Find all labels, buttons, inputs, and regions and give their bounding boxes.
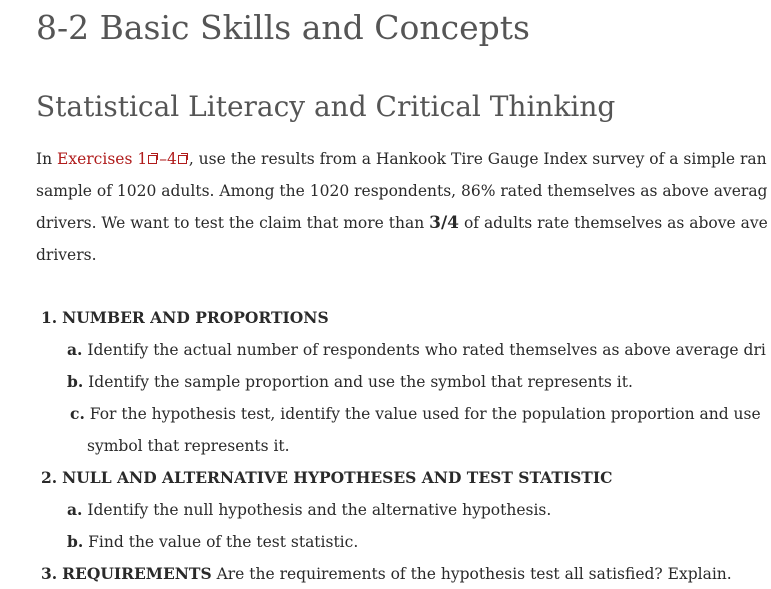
- subsection-title: Statistical Literacy and Critical Thinking: [36, 90, 616, 123]
- part-text: Identify the actual number of respondents who rated themselves as above average dri: [87, 341, 766, 359]
- exercise-2b: [67, 526, 358, 558]
- intro-paragraph: [36, 143, 771, 271]
- exercises-link-start[interactable]: Exercises 1: [57, 150, 148, 168]
- part-letter: b.: [67, 372, 84, 391]
- external-link-icon[interactable]: [148, 153, 158, 163]
- part-letter: a.: [67, 500, 83, 519]
- exercise-number: 3.: [41, 564, 58, 583]
- intro-text-3a: drivers. We want to test the claim that more than: [36, 214, 430, 232]
- intro-text-2: sample of 1020 adults. Among the 1020 respondents, 86% rated themselves as above averag: [36, 182, 768, 200]
- part-text: Identify the null hypothesis and the alternative hypothesis.: [87, 501, 552, 519]
- exercise-2-heading: [41, 462, 612, 494]
- part-text: For the hypothesis test, identify the value used for the population proportion and use: [89, 405, 761, 423]
- part-text: Identify the sample proportion and use the symbol that represents it.: [88, 373, 633, 391]
- exercise-text: Are the requirements of the hypothesis test all satisfied? Explain.: [211, 565, 732, 583]
- exercise-3: [41, 558, 732, 589]
- exercise-1b: [67, 366, 633, 398]
- intro-line-1: [36, 143, 771, 175]
- part-letter: c.: [70, 404, 85, 423]
- section-title: 8-2 Basic Skills and Concepts: [36, 8, 530, 47]
- intro-text-4: drivers.: [36, 246, 97, 264]
- exercise-title: NULL AND ALTERNATIVE HYPOTHESES AND TEST STATISTIC: [62, 468, 613, 487]
- part-letter: a.: [67, 340, 83, 359]
- intro-line-4: [36, 239, 771, 271]
- exercise-number: 2.: [41, 468, 58, 487]
- exercise-1-heading: [41, 302, 329, 334]
- intro-line-2: [36, 175, 771, 207]
- part-text: symbol that represents it.: [87, 437, 290, 455]
- exercise-1a: [67, 334, 766, 366]
- intro-prefix: In: [36, 150, 58, 168]
- exercise-title: REQUIREMENTS: [62, 564, 212, 583]
- intro-text-3b: of adults rate themselves as above ave: [459, 214, 768, 232]
- fraction-value: 3/4: [429, 213, 460, 233]
- exercise-1c-continuation: [87, 430, 290, 462]
- part-text: Find the value of the test statistic.: [88, 533, 359, 551]
- intro-line-3: [36, 207, 771, 239]
- exercises-link-dash: –: [159, 150, 167, 168]
- exercise-title: NUMBER AND PROPORTIONS: [62, 308, 329, 327]
- external-link-icon[interactable]: [178, 153, 188, 163]
- part-letter: b.: [67, 532, 84, 551]
- exercise-number: 1.: [41, 308, 58, 327]
- exercise-1c: [70, 398, 761, 430]
- intro-text-1: , use the results from a Hankook Tire Gauge Index survey of a simple ran: [188, 150, 767, 168]
- exercises-link-end[interactable]: 4: [166, 150, 177, 168]
- exercise-2a: [67, 494, 551, 526]
